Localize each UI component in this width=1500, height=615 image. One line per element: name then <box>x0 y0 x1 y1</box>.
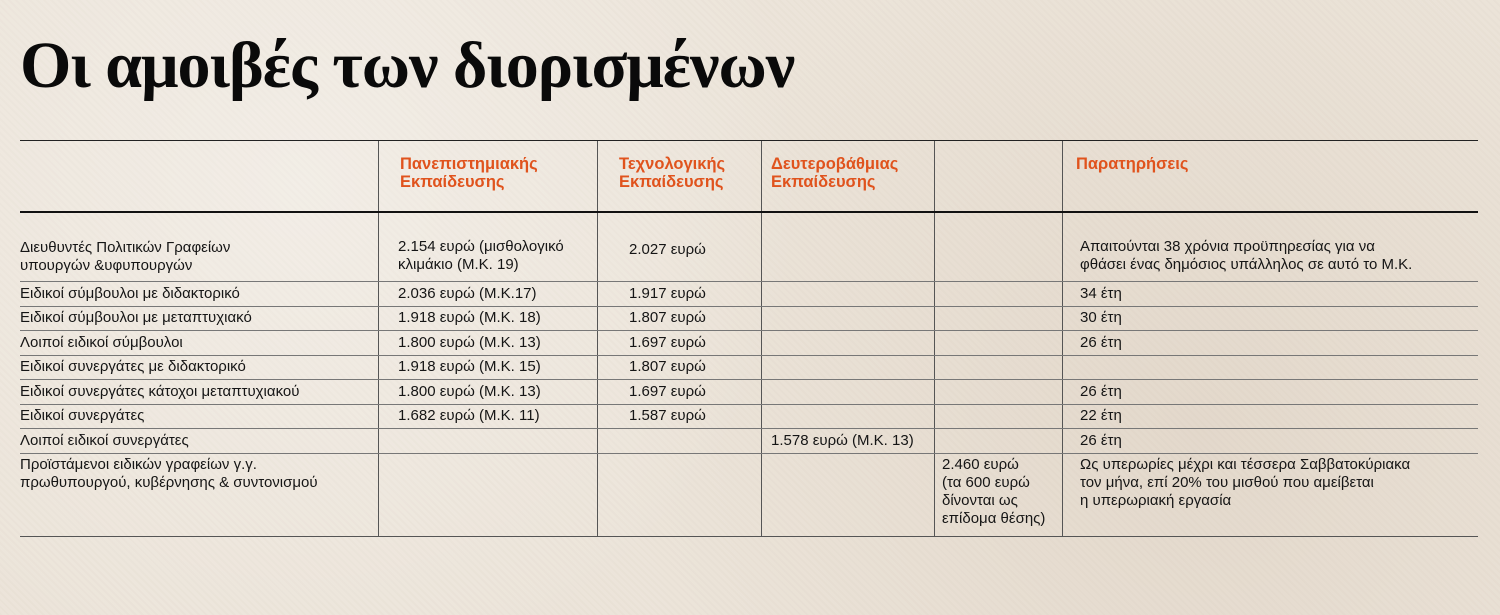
table-cell: 2.036 ευρώ (Μ.Κ.17) <box>398 285 537 302</box>
table-row <box>20 404 1478 429</box>
table-cell: Λοιποί ειδικοί συνεργάτες <box>20 432 189 449</box>
table-cell: 1.918 ευρώ (Μ.Κ. 18) <box>398 309 541 326</box>
header-cell-university <box>378 141 597 211</box>
table-cell: 2.460 ευρώ (τα 600 ευρώ δίνονται ως επίδομα θέσης) <box>942 456 1046 527</box>
table-row <box>20 453 1478 536</box>
table-row <box>20 428 1478 454</box>
table-cell: Διευθυντές Πολιτικών Γραφείων υπουργών &υφυπουργών <box>20 239 231 274</box>
table-cell <box>934 379 1062 383</box>
table-cell <box>761 453 934 456</box>
column-divider <box>1062 141 1063 211</box>
header-cell-4 <box>934 141 1062 211</box>
table-row <box>20 330 1478 356</box>
table-cell <box>597 453 761 456</box>
table-cell: 1.918 ευρώ (Μ.Κ. 15) <box>398 358 541 375</box>
table-cell: 34 έτη <box>1080 285 1122 302</box>
table-cell <box>597 428 761 432</box>
table-cell: Ειδικοί συνεργάτες <box>20 407 145 424</box>
salary-table <box>20 140 1478 537</box>
table-cell <box>761 306 934 309</box>
table-cell: 1.587 ευρώ <box>629 407 706 424</box>
column-divider <box>934 141 935 211</box>
table-header <box>20 140 1478 213</box>
table-cell: 1.578 ευρώ (Μ.Κ. 13) <box>771 432 914 449</box>
table-cell: 2.154 ευρώ (μισθολογικό κλιμάκιο (Μ.Κ. 19) <box>398 238 564 273</box>
table-cell <box>761 330 934 334</box>
header-cell-0 <box>20 141 378 211</box>
column-divider <box>597 141 598 211</box>
table-cell <box>934 355 1062 358</box>
table-cell <box>761 213 934 239</box>
header-label-secondary: Δευτεροβάθμιας Εκπαίδευσης <box>771 155 899 191</box>
header-cell-secondary <box>761 141 934 211</box>
table-cell: 22 έτη <box>1080 407 1122 424</box>
table-cell <box>761 281 934 285</box>
table-cell: 1.697 ευρώ <box>629 334 706 351</box>
table-cell: Απαιτούνται 38 χρόνια προϋπηρεσίας για να φθάσει ένας δημόσιος υπάλληλος σε αυτό το Μ.Κ. <box>1080 238 1413 273</box>
table-cell <box>1062 355 1478 358</box>
table-cell <box>934 330 1062 334</box>
table-row <box>20 355 1478 380</box>
table-cell <box>934 306 1062 309</box>
table-cell <box>934 428 1062 432</box>
table-cell <box>378 428 597 432</box>
table-cell: 30 έτη <box>1080 309 1122 326</box>
table-row <box>20 213 1478 282</box>
table-row <box>20 281 1478 307</box>
table-cell <box>934 213 1062 239</box>
header-label-university: Πανεπιστημιακής Εκπαίδευσης <box>400 155 538 191</box>
table-cell: Ειδικοί σύμβουλοι με διδακτορικό <box>20 285 240 302</box>
table-cell: Λοιποί ειδικοί σύμβουλοι <box>20 334 183 351</box>
page-title: Οι αμοιβές των διορισμένων <box>20 29 795 102</box>
table-cell: 1.807 ευρώ <box>629 358 706 375</box>
table-cell: Ειδικοί συνεργάτες κάτοχοι μεταπτυχιακού <box>20 383 300 400</box>
table-cell: 1.800 ευρώ (Μ.Κ. 13) <box>398 334 541 351</box>
table-cell: 26 έτη <box>1080 432 1122 449</box>
table-cell: 1.697 ευρώ <box>629 383 706 400</box>
table-cell <box>934 404 1062 407</box>
table-cell: 26 έτη <box>1080 334 1122 351</box>
table-cell: 1.917 ευρώ <box>629 285 706 302</box>
column-divider <box>761 141 762 211</box>
table-cell: 26 έτη <box>1080 383 1122 400</box>
header-label-technological: Τεχνολογικής Εκπαίδευσης <box>619 155 726 191</box>
table-cell: 1.800 ευρώ (Μ.Κ. 13) <box>398 383 541 400</box>
table-cell <box>934 281 1062 285</box>
table-row <box>20 379 1478 405</box>
header-cell-technological <box>597 141 761 211</box>
header-cell-remarks: Παρατηρήσεις <box>1076 155 1189 173</box>
table-cell: 2.027 ευρώ <box>629 241 706 258</box>
table-cell <box>761 355 934 358</box>
table-body <box>20 213 1478 537</box>
table-cell <box>378 453 597 456</box>
table-cell: Προϊστάμενοι ειδικών γραφείων γ.γ. πρωθυπουργού, κυβέρνησης & συντονισμού <box>20 456 318 491</box>
table-cell: 1.682 ευρώ (Μ.Κ. 11) <box>398 407 540 424</box>
table-row <box>20 306 1478 331</box>
table-cell: Ειδικοί συνεργάτες με διδακτορικό <box>20 358 246 375</box>
table-cell <box>761 379 934 383</box>
table-cell: Ειδικοί σύμβουλοι με μεταπτυχιακό <box>20 309 252 326</box>
column-divider <box>378 141 379 211</box>
table-cell: Ως υπερωρίες μέχρι και τέσσερα Σαββατοκύριακα τον μήνα, επί 20% του μισθού που αμείβεται η υπερωριακή εργασία <box>1080 456 1411 509</box>
table-cell: 1.807 ευρώ <box>629 309 706 326</box>
table-cell <box>761 404 934 407</box>
